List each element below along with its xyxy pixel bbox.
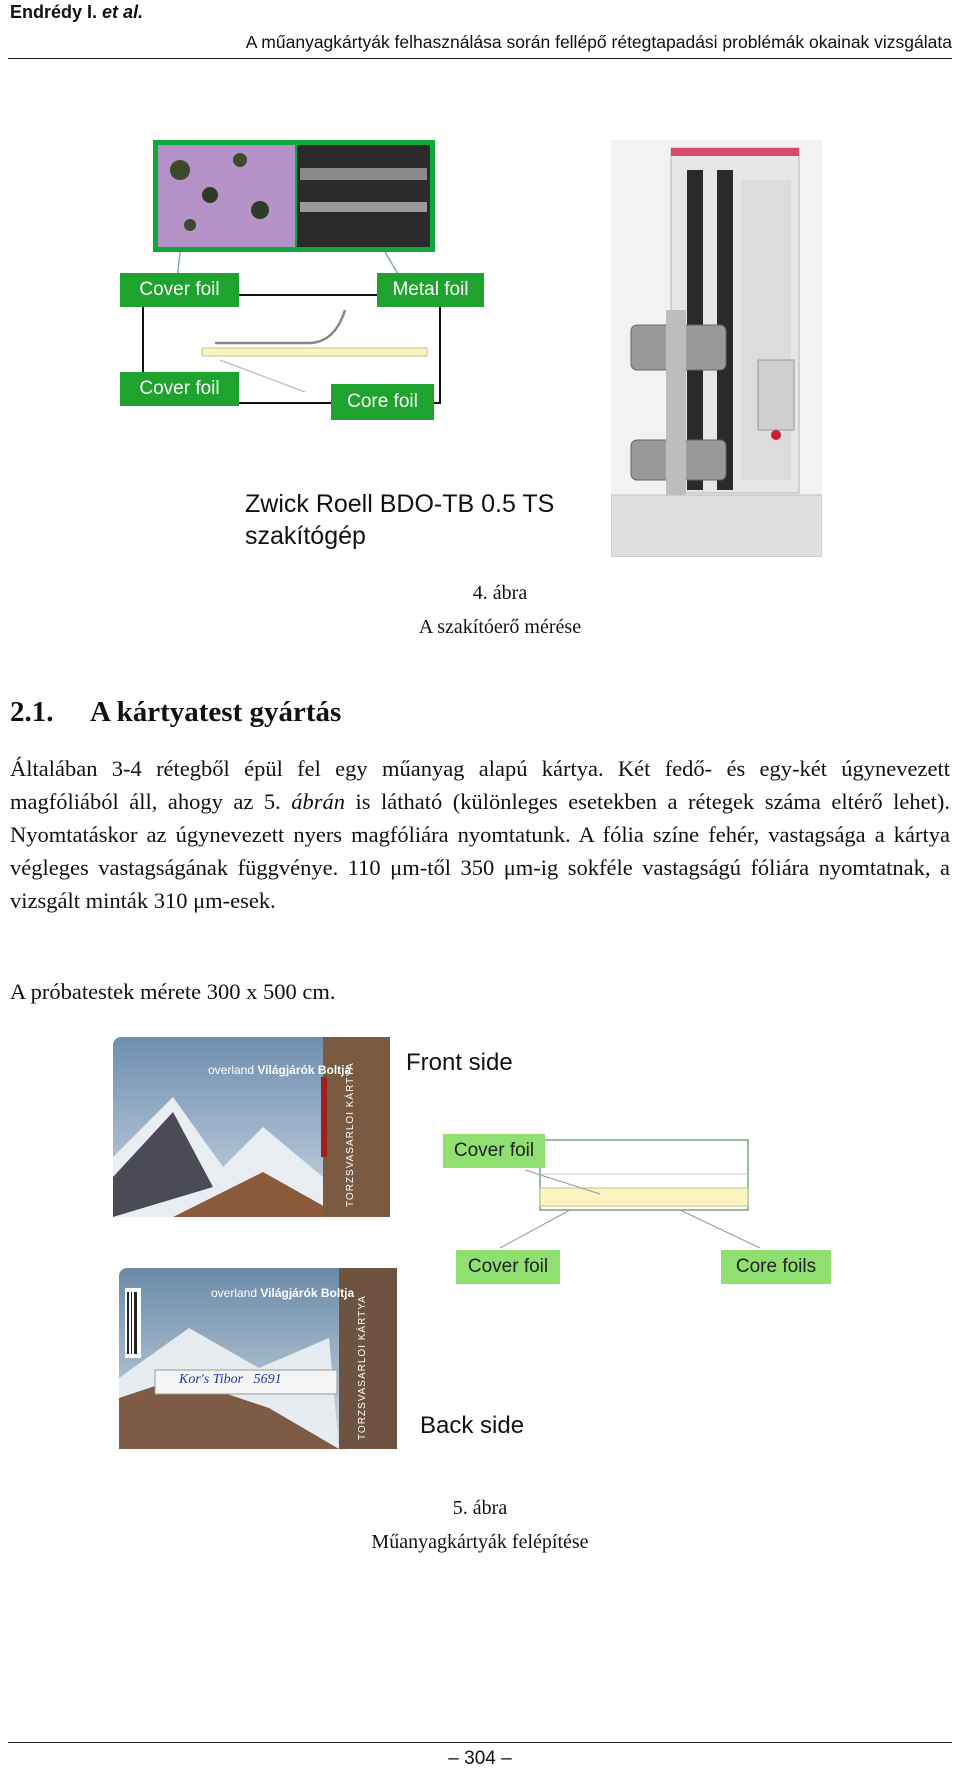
header-author: Endrédy I. et al. (10, 2, 144, 22)
front-side-label: Front side (406, 1049, 513, 1076)
cover-foil-bottom-label: Cover foil (120, 372, 239, 406)
control-panel (758, 360, 794, 430)
card-back-brand: overland Világjárók Boltja (211, 1286, 355, 1300)
card-back-photo (119, 1268, 397, 1449)
tensile-machine-photo (611, 140, 822, 557)
figure5-caption-number: 5. ábra (452, 1497, 508, 1519)
header-running-title: A műanyagkártyák felhasználása során fellépő rétegtapadási problémák okainak vizsgálata (245, 32, 952, 52)
micrograph-right-photo (297, 145, 430, 247)
figure4-diagram (120, 130, 480, 440)
back-side-label: Back side (420, 1412, 525, 1439)
card-front-brand: overland Világjárók Boltja (208, 1063, 352, 1077)
machine-top-accent (671, 148, 799, 156)
fig5-cover-foil-top-label: Cover foil (443, 1134, 545, 1168)
fig5-core-layer (540, 1188, 748, 1206)
page-number: – 304 – (448, 1748, 512, 1769)
card-front-side-text: TORZSVASARLOI KÁRTYA (345, 1062, 356, 1207)
section-number: 2.1. (10, 696, 54, 728)
tensile-machine-svg (611, 140, 822, 557)
card-front-photo (113, 1037, 390, 1217)
section-title: A kártyatest gyártás (90, 696, 342, 728)
card-back-signature: Kor's Tibor 5691 (179, 1372, 282, 1387)
machine-name-line2: szakítógép (245, 522, 366, 550)
fig5-core-foils-label: Core foils (721, 1250, 831, 1284)
machine-name (245, 488, 554, 552)
footer-rule (8, 1742, 952, 1743)
core-layer (202, 348, 427, 356)
fig5-cover-foil-bottom-label: Cover foil (456, 1250, 560, 1284)
section-heading (10, 696, 341, 729)
machine-base (611, 495, 822, 557)
cover-foil-top-label: Cover foil (120, 273, 239, 307)
figure5-caption-text: Műanyagkártyák felépítése (371, 1531, 589, 1553)
body-paragraph-1: Általában 3-4 rétegből épül fel egy műanyag alapú kártya. Két fedő- és egy-két úgynevezett magfóliából áll, ahogy az 5. ábrán is látható (különleges esetekben a rétegek száma eltérő lehet). Nyomtatáskor az úgynevezett nyers magfóliára nyomtatunk. A fólia színe fehér, vastagsága a kártya végleges vastagságának függvénye. 110 μm-től 350 μm-ig sokféle vastagságú fóliára nyomtatnak, a vizsgált minták 310 μm-esek. (10, 756, 950, 913)
body-paragraph-2: A próbatestek mérete 300 x 500 cm. (10, 979, 336, 1004)
figure4-caption-text: A szakítóerő mérése (418, 616, 582, 638)
metal-foil-curve (215, 310, 345, 343)
header-rule (8, 58, 952, 59)
card-back-side-text: TORZSVASARLOI KÁRTYA (357, 1295, 368, 1440)
machine-name-line1: Zwick Roell BDO-TB 0.5 TS (245, 490, 555, 518)
figure4-caption-number: 4. ábra (472, 582, 528, 604)
core-foil-label: Core foil (331, 384, 434, 420)
metal-foil-label: Metal foil (377, 273, 484, 307)
emergency-stop (771, 430, 781, 440)
